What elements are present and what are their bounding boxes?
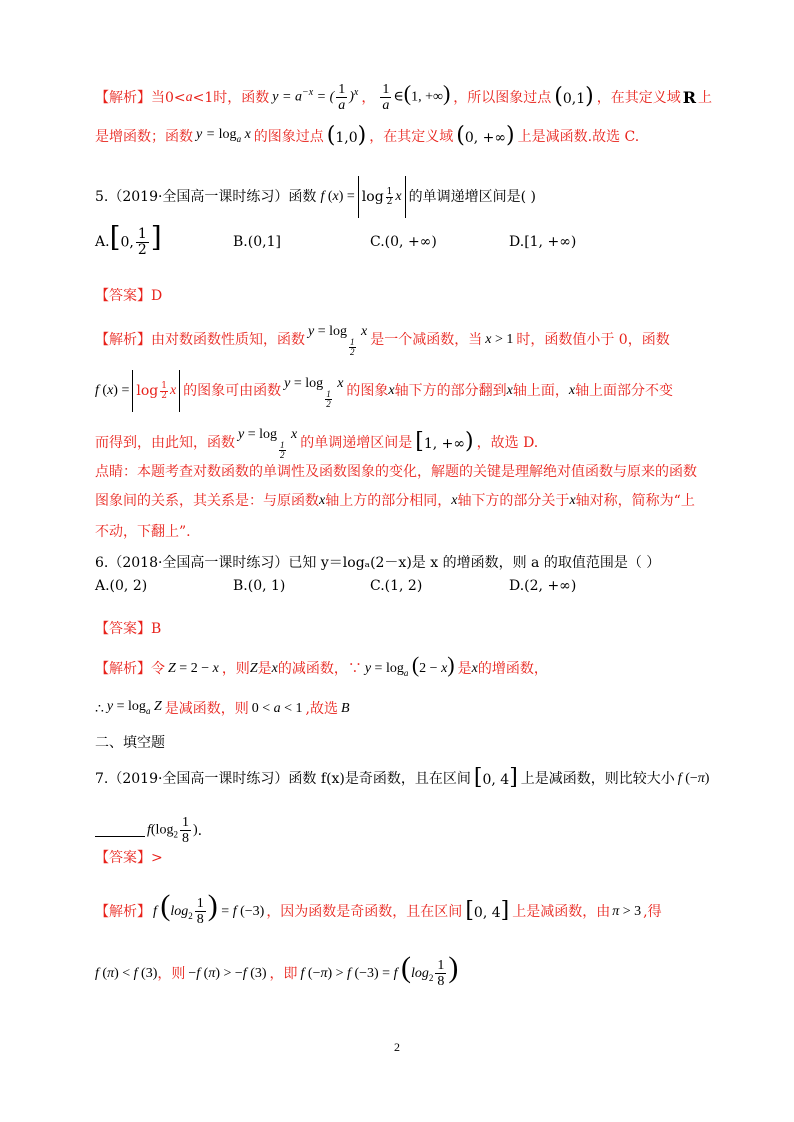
q6-analysis-line-1: 【解析】 令 Z = 2 − x ，则 Z 是 x 的减函数，∵ $y = \log_a (2 - x)$ 是 x 的增函数， [95,652,548,678]
q4-analysis-line-1: 【解析】 当0< a <1时，函数 $y = a^{-x}$ = ( $\frac{1}{a}$ )$^x$ ， $\frac{1}{a}$ ∈(1, +∞) ，所以图象过点 (0,1) ，在其定义域 R 上 [95,80,713,113]
formula-frac-interval: $\frac{1}{a}$ ∈(1, +∞) [382,80,451,113]
q7-stem-line-1: 7.（2019·全国高一课时练习）函数 f(x)是奇函数，且在区间 [0, 4] 上是减函数，则比较大小 f (−π) [95,765,710,790]
q5-note-line-2: 图象间的关系，其关系是：与原函数 x 轴上方的部分相同， x 轴下方的部分关于 x 轴对称，简称为“上 [95,493,695,509]
formula-abs-log: f (x) = [320,189,355,204]
q6-option-d: D.(2, +∞) [509,578,577,594]
q7-answer: 【答案】 > [95,850,163,866]
q5-option-b: B. (0,1] [233,234,281,250]
q5-option-d: D. [1, +∞) [509,234,577,250]
q6-option-a: A.(0, 2) [95,578,148,594]
section-heading: 二、填空题 [95,735,165,751]
point-1-0: (1,0) [326,122,367,148]
q5-option-a: A. [0, $\frac{1}{2}$ ] [95,220,162,258]
q5-stem: 5.（2019·全国高一课时练习）函数 f (x) = log 1 2 x 的单调递增区间是( ) [95,176,704,218]
q5-analysis-line-2: f (x) = log 1 2 x 的图象可由函数 y = log $\frac{1}{2}$ x 的图象 x 轴下方的部分翻到 x 轴上面， x 轴上面部分不变 [95,370,704,412]
q5-analysis-line-3: 而得到，由此知，函数 y = log $\frac{1}{2}$ x 的单调递增区间是 [1, +∞) ，故选 D. [95,427,539,460]
page-number: 2 [394,1040,400,1054]
formula-exp: $y = a^{-x}$ = ( $\frac{1}{a}$ )$^x$ [272,82,359,113]
q5-note-line-1: 点睛：本题考查对数函数的单调性及函数图象的变化，解题的关键是理解绝对值函数与原来的函数 [95,464,697,480]
q7-analysis-line-1: 【解析】 f ($\log_2$ $\frac{1}{8}$ ) = f (−3) ，因为函数是奇函数，且在区间 [0, 4] 上是减函数，由 π > 3 ,得 [95,889,662,928]
q7-analysis-line-2: f (π) < f (3) ，则 −f (π) > −f (3) ，即 f (−π) > f (−3) = f ($\log_2$ $\frac{1}{8}$ ) [95,951,459,990]
formula-log: $y = \log_a x$ [196,127,251,144]
q7-stem-line-2: $f(\log_2$ $\frac{1}{8}$ ) . [95,815,704,846]
q6-option-c: C.(1, 2) [370,578,423,594]
q6-answer: 【答案】 B [95,621,162,637]
q5-analysis-line-1: 【解析】 由对数函数性质知，函数 y = log $\frac{1}{2}$ x 是一个减函数，当 x > 1 时，函数值小于 0，函数 [95,324,670,357]
q6-analysis-line-2: ∴ $y = \log_a Z$ 是减函数，则 0 < a < 1 ,故选 B [95,699,350,717]
q5-option-c: C. (0, +∞) [370,234,437,250]
answer-blank[interactable] [95,824,145,837]
analysis-tag: 【解析】 [95,89,151,106]
interval-0-inf: (0, +∞) [456,122,515,148]
point-0-1: (0,1) [554,83,594,109]
q6-option-b: B.(0, 1) [233,578,286,594]
q4-analysis-line-2: 是增函数；函数 $y = \log_a x$ 的图象过点 (1,0) ，在其定义域 (0, +∞) 上是减函数.故选 C. [95,122,640,148]
q6-stem: 6.（2018·全国高一课时练习）已知 y＝logₐ(2－x)是 x 的增函数，则 a 的取值范围是（ ） [95,555,661,571]
q5-answer: 【答案】 D [95,288,163,304]
q5-note-line-3: 不动，下翻上”. [95,524,191,540]
